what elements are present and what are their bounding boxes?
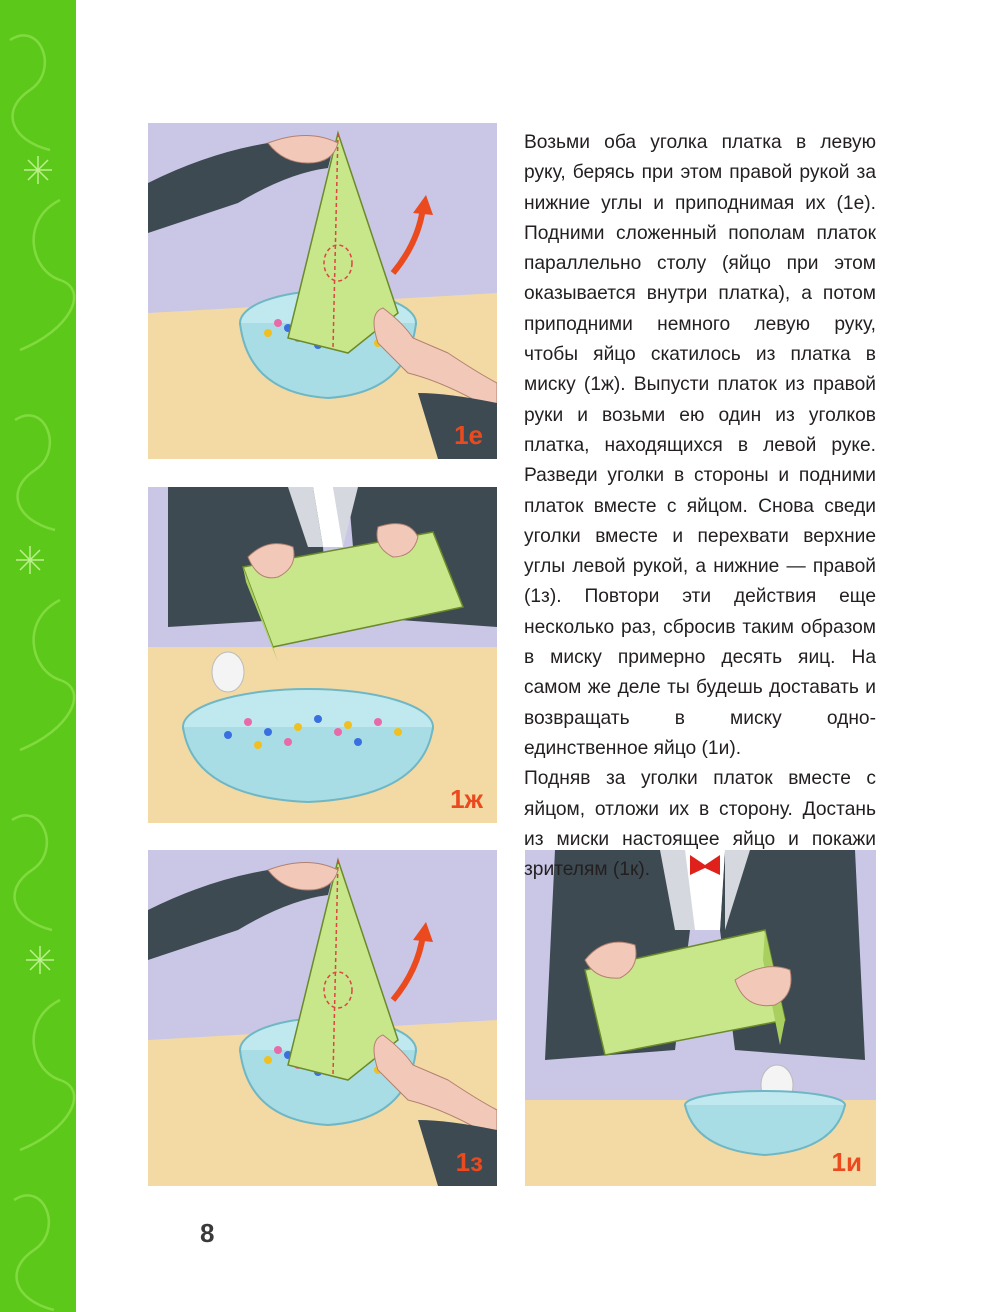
page-number: 8 <box>200 1218 215 1248</box>
figure-1i <box>525 850 876 1186</box>
egg-rolling-into-bowl-illustration <box>148 487 497 823</box>
figure-label: 1з <box>455 1147 483 1177</box>
decorative-side-strip <box>0 0 76 1312</box>
hands-lifting-handkerchief-illustration <box>148 123 497 459</box>
figure-label: 1ж <box>450 784 483 814</box>
figure-1e <box>148 123 497 459</box>
instruction-text <box>524 128 876 885</box>
magician-dropping-egg-illustration <box>525 850 876 1186</box>
swirl-pattern-icon <box>0 0 76 1312</box>
paragraph: Подняв за уголки платок вместе с яйцом, отложи их в сторону. Достань из миски настоящее яйцо и покажи зрителям (1к). <box>524 768 876 881</box>
figure-1z <box>148 850 497 1186</box>
figure-1zh <box>148 487 497 823</box>
figure-label: 1е <box>454 420 483 450</box>
paragraph: Возьми оба уголка платка в левую руку, берясь при этом правой рукой за нижние углы и приподнимая их (1е). Подними сложенный пополам платок параллельно столу (яйцо при этом оказывается внутри платка), а потом приподними немного левую руку, чтобы яйцо скатилось из платка в миску (1ж). Выпусти платок из правой руки и возьми ею один из уголков платка, находящихся в левой руке. Разведи уголки в стороны и подними платок вместе с яйцом. Снова сведи уголки вместе и перехвати верхние углы левой рукой, а нижние — правой (1з). Повтори эти действия еще несколько раз, сбросив таким образом в миску примерно десять яиц. На самом же деле ты будешь доставать и возвращать в миску одно-единственное яйцо (1и). <box>524 132 876 759</box>
figure-label: 1и <box>831 1147 862 1177</box>
hands-lifting-handkerchief-illustration <box>148 850 497 1186</box>
